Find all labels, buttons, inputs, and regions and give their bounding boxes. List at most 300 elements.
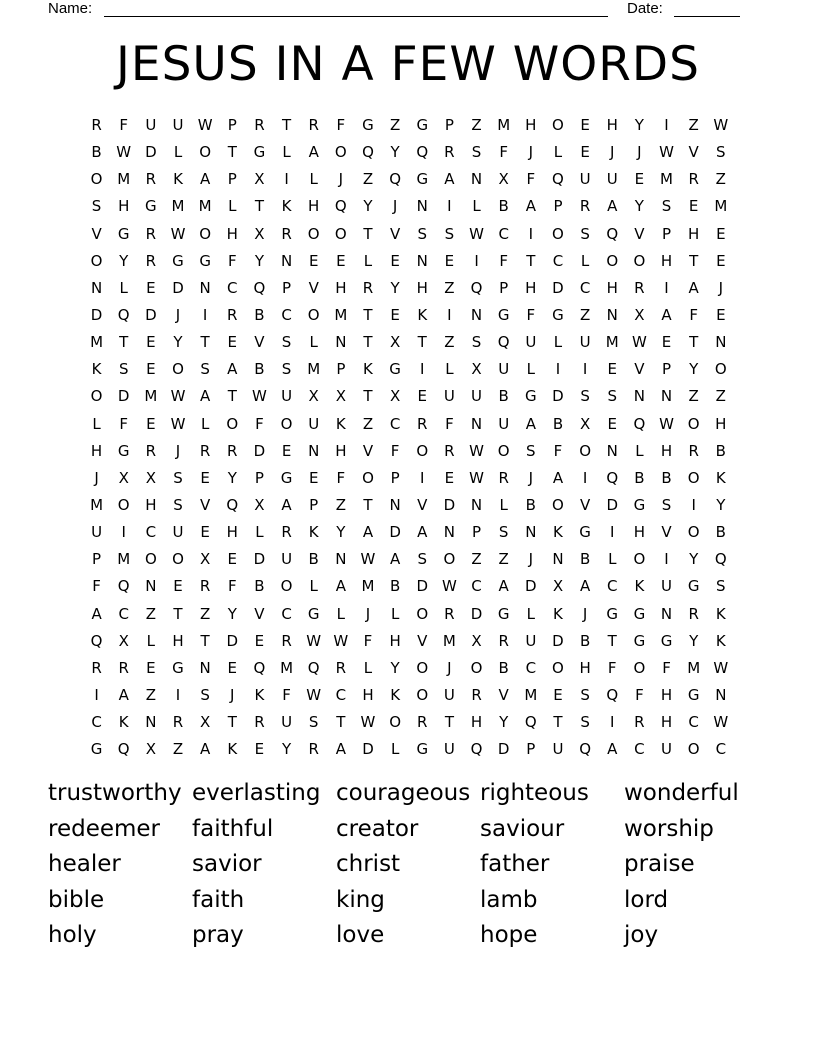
grid-cell[interactable]: Q: [524, 713, 537, 732]
grid-cell[interactable]: S: [580, 713, 590, 732]
grid-cell[interactable]: Q: [117, 740, 130, 759]
grid-cell[interactable]: D: [117, 387, 130, 406]
grid-cell[interactable]: R: [281, 631, 292, 650]
grid-cell[interactable]: D: [389, 523, 401, 542]
grid-cell[interactable]: Q: [253, 658, 266, 677]
grid-cell[interactable]: H: [470, 713, 483, 732]
grid-cell[interactable]: T: [119, 333, 129, 352]
grid-cell[interactable]: O: [280, 577, 293, 596]
grid-cell[interactable]: F: [499, 143, 508, 162]
grid-cell[interactable]: D: [145, 143, 157, 162]
grid-cell[interactable]: D: [443, 496, 456, 515]
grid-cell[interactable]: I: [691, 496, 696, 515]
grid-cell[interactable]: W: [197, 116, 213, 135]
grid-cell[interactable]: U: [498, 360, 510, 379]
grid-cell[interactable]: L: [635, 441, 644, 460]
grid-cell[interactable]: F: [119, 414, 129, 433]
grid-cell[interactable]: H: [715, 414, 727, 433]
grid-cell[interactable]: U: [661, 740, 673, 759]
grid-cell[interactable]: H: [525, 116, 537, 135]
grid-cell[interactable]: M: [307, 360, 321, 379]
grid-cell[interactable]: O: [552, 658, 564, 677]
grid-cell[interactable]: V: [634, 360, 645, 379]
grid-cell[interactable]: Y: [716, 496, 726, 515]
grid-cell[interactable]: A: [200, 170, 211, 189]
grid-cell[interactable]: A: [688, 278, 699, 297]
grid-cell[interactable]: V: [254, 604, 265, 623]
grid-cell[interactable]: Z: [444, 278, 455, 297]
grid-cell[interactable]: B: [389, 577, 401, 596]
grid-cell[interactable]: D: [416, 577, 429, 596]
grid-cell[interactable]: O: [226, 414, 239, 433]
grid-cell[interactable]: L: [390, 604, 400, 623]
grid-cell[interactable]: O: [416, 658, 429, 677]
grid-cell[interactable]: O: [334, 143, 347, 162]
grid-cell[interactable]: Q: [606, 686, 619, 705]
grid-cell[interactable]: A: [607, 197, 618, 216]
grid-cell[interactable]: X: [389, 387, 401, 406]
grid-cell[interactable]: R: [498, 468, 509, 487]
grid-cell[interactable]: W: [306, 631, 322, 650]
grid-cell[interactable]: A: [281, 496, 292, 515]
grid-cell[interactable]: N: [470, 414, 483, 433]
grid-cell[interactable]: X: [199, 713, 211, 732]
grid-cell[interactable]: N: [199, 658, 211, 677]
grid-cell[interactable]: L: [553, 333, 563, 352]
grid-cell[interactable]: G: [117, 224, 130, 243]
grid-cell[interactable]: R: [227, 441, 238, 460]
grid-cell[interactable]: L: [580, 251, 590, 270]
grid-cell[interactable]: S: [444, 224, 455, 243]
grid-cell[interactable]: T: [553, 713, 563, 732]
grid-cell[interactable]: M: [90, 496, 104, 515]
grid-cell[interactable]: F: [390, 441, 400, 460]
grid-cell[interactable]: R: [254, 116, 265, 135]
grid-cell[interactable]: H: [579, 658, 591, 677]
grid-cell[interactable]: U: [172, 523, 184, 542]
grid-cell[interactable]: H: [633, 523, 646, 542]
grid-cell[interactable]: O: [633, 658, 646, 677]
grid-cell[interactable]: J: [610, 143, 615, 162]
grid-cell[interactable]: C: [227, 278, 238, 297]
grid-cell[interactable]: X: [308, 387, 319, 406]
grid-cell[interactable]: O: [714, 360, 727, 379]
grid-cell[interactable]: V: [91, 224, 102, 243]
grid-cell[interactable]: H: [606, 278, 618, 297]
grid-cell[interactable]: R: [444, 143, 455, 162]
grid-cell[interactable]: Z: [362, 170, 374, 189]
grid-cell[interactable]: N: [145, 577, 157, 596]
date-field[interactable]: [674, 16, 740, 17]
grid-cell[interactable]: F: [92, 577, 101, 596]
grid-cell[interactable]: J: [582, 604, 588, 623]
grid-cell[interactable]: N: [145, 713, 157, 732]
grid-cell[interactable]: P: [336, 360, 346, 379]
grid-cell[interactable]: O: [90, 170, 103, 189]
grid-cell[interactable]: I: [202, 306, 208, 325]
grid-cell[interactable]: R: [471, 686, 482, 705]
grid-cell[interactable]: O: [579, 441, 591, 460]
grid-cell[interactable]: I: [447, 197, 452, 216]
grid-cell[interactable]: G: [525, 387, 537, 406]
grid-cell[interactable]: E: [444, 468, 455, 487]
grid-cell[interactable]: O: [552, 116, 564, 135]
grid-cell[interactable]: Y: [281, 740, 292, 759]
grid-cell[interactable]: E: [607, 360, 617, 379]
grid-cell[interactable]: H: [335, 278, 347, 297]
grid-cell[interactable]: P: [390, 468, 400, 487]
grid-cell[interactable]: J: [637, 143, 642, 162]
grid-cell[interactable]: S: [281, 360, 292, 379]
grid-cell[interactable]: Y: [173, 333, 183, 352]
grid-cell[interactable]: U: [498, 414, 510, 433]
grid-cell[interactable]: A: [118, 686, 129, 705]
grid-cell[interactable]: Z: [444, 333, 455, 352]
grid-cell[interactable]: S: [173, 496, 183, 515]
grid-cell[interactable]: K: [227, 740, 238, 759]
grid-cell[interactable]: G: [606, 604, 619, 623]
grid-cell[interactable]: J: [528, 143, 534, 162]
grid-cell[interactable]: U: [525, 631, 537, 650]
grid-cell[interactable]: R: [199, 441, 211, 460]
grid-cell[interactable]: Q: [497, 333, 510, 352]
grid-cell[interactable]: R: [362, 278, 374, 297]
grid-cell[interactable]: C: [552, 251, 564, 270]
grid-cell[interactable]: E: [227, 550, 238, 569]
grid-cell[interactable]: T: [417, 333, 427, 352]
grid-cell[interactable]: Z: [145, 604, 156, 623]
grid-cell[interactable]: S: [661, 197, 672, 216]
grid-cell[interactable]: K: [281, 197, 292, 216]
grid-cell[interactable]: X: [254, 170, 265, 189]
grid-cell[interactable]: N: [90, 278, 103, 297]
grid-cell[interactable]: J: [447, 658, 452, 677]
grid-cell[interactable]: G: [660, 631, 673, 650]
grid-cell[interactable]: G: [280, 468, 293, 487]
grid-cell[interactable]: F: [445, 414, 454, 433]
grid-cell[interactable]: F: [689, 306, 698, 325]
grid-cell[interactable]: D: [552, 387, 564, 406]
grid-cell[interactable]: Q: [633, 414, 646, 433]
grid-cell[interactable]: V: [254, 333, 265, 352]
grid-cell[interactable]: X: [471, 631, 482, 650]
grid-cell[interactable]: O: [90, 387, 103, 406]
grid-cell[interactable]: C: [389, 414, 401, 433]
grid-cell[interactable]: N: [470, 170, 483, 189]
grid-cell[interactable]: C: [634, 740, 645, 759]
grid-cell[interactable]: C: [335, 686, 347, 705]
grid-cell[interactable]: S: [716, 577, 726, 596]
grid-cell[interactable]: F: [662, 658, 671, 677]
grid-cell[interactable]: L: [119, 278, 128, 297]
grid-cell[interactable]: A: [389, 550, 401, 569]
grid-cell[interactable]: O: [144, 550, 157, 569]
grid-cell[interactable]: E: [716, 224, 726, 243]
grid-cell[interactable]: N: [715, 686, 727, 705]
grid-cell[interactable]: G: [416, 170, 429, 189]
grid-cell[interactable]: L: [526, 604, 535, 623]
grid-cell[interactable]: J: [365, 604, 371, 623]
grid-cell[interactable]: O: [416, 604, 429, 623]
grid-cell[interactable]: E: [146, 414, 156, 433]
grid-cell[interactable]: M: [687, 658, 701, 677]
grid-cell[interactable]: R: [634, 713, 645, 732]
grid-cell[interactable]: H: [660, 441, 673, 460]
grid-cell[interactable]: L: [200, 414, 210, 433]
grid-cell[interactable]: H: [90, 441, 103, 460]
grid-cell[interactable]: W: [469, 224, 484, 243]
grid-cell[interactable]: R: [254, 713, 265, 732]
grid-cell[interactable]: T: [363, 306, 373, 325]
grid-cell[interactable]: N: [389, 496, 401, 515]
grid-cell[interactable]: T: [336, 713, 346, 732]
grid-cell[interactable]: W: [251, 387, 267, 406]
grid-cell[interactable]: R: [688, 441, 699, 460]
grid-cell[interactable]: R: [281, 523, 292, 542]
grid-cell[interactable]: X: [552, 577, 564, 596]
grid-cell[interactable]: N: [715, 333, 727, 352]
grid-cell[interactable]: G: [172, 658, 184, 677]
grid-cell[interactable]: R: [579, 197, 591, 216]
grid-cell[interactable]: J: [338, 170, 344, 189]
grid-cell[interactable]: E: [716, 306, 726, 325]
grid-cell[interactable]: U: [145, 116, 157, 135]
grid-cell[interactable]: W: [170, 414, 186, 433]
grid-cell[interactable]: O: [687, 414, 700, 433]
grid-cell[interactable]: L: [363, 658, 373, 677]
grid-cell[interactable]: D: [226, 631, 239, 650]
grid-cell[interactable]: S: [580, 686, 590, 705]
grid-cell[interactable]: T: [363, 224, 373, 243]
grid-cell[interactable]: L: [92, 414, 101, 433]
grid-cell[interactable]: O: [334, 224, 347, 243]
grid-cell[interactable]: T: [444, 713, 454, 732]
grid-cell[interactable]: X: [199, 550, 211, 569]
grid-cell[interactable]: U: [552, 740, 564, 759]
grid-cell[interactable]: U: [579, 170, 591, 189]
grid-cell[interactable]: B: [254, 360, 265, 379]
grid-cell[interactable]: X: [335, 387, 346, 406]
grid-cell[interactable]: G: [117, 441, 130, 460]
grid-cell[interactable]: I: [664, 116, 669, 135]
grid-cell[interactable]: Q: [389, 170, 402, 189]
grid-cell[interactable]: R: [199, 577, 211, 596]
grid-cell[interactable]: A: [362, 523, 374, 542]
grid-cell[interactable]: U: [443, 686, 455, 705]
grid-cell[interactable]: H: [145, 496, 157, 515]
grid-cell[interactable]: H: [172, 631, 184, 650]
name-field[interactable]: [104, 16, 608, 17]
grid-cell[interactable]: J: [528, 550, 534, 569]
grid-cell[interactable]: I: [582, 360, 588, 379]
grid-cell[interactable]: E: [227, 658, 238, 677]
grid-cell[interactable]: L: [146, 631, 156, 650]
grid-cell[interactable]: A: [200, 740, 211, 759]
grid-cell[interactable]: V: [308, 278, 319, 297]
grid-cell[interactable]: C: [91, 713, 102, 732]
grid-cell[interactable]: L: [499, 496, 508, 515]
grid-cell[interactable]: R: [444, 441, 455, 460]
grid-cell[interactable]: N: [660, 387, 673, 406]
grid-cell[interactable]: Q: [334, 197, 347, 216]
grid-cell[interactable]: R: [444, 604, 455, 623]
grid-cell[interactable]: U: [579, 333, 591, 352]
grid-cell[interactable]: M: [117, 550, 131, 569]
grid-cell[interactable]: E: [634, 170, 645, 189]
grid-cell[interactable]: Q: [470, 740, 483, 759]
grid-cell[interactable]: E: [254, 740, 265, 759]
grid-cell[interactable]: N: [470, 496, 483, 515]
grid-cell[interactable]: C: [118, 604, 129, 623]
grid-cell[interactable]: I: [610, 713, 615, 732]
grid-cell[interactable]: U: [471, 387, 483, 406]
grid-cell[interactable]: Y: [634, 116, 644, 135]
grid-cell[interactable]: L: [472, 197, 481, 216]
grid-cell[interactable]: I: [94, 686, 99, 705]
grid-cell[interactable]: G: [579, 523, 591, 542]
grid-cell[interactable]: O: [362, 468, 374, 487]
grid-cell[interactable]: R: [498, 631, 509, 650]
grid-cell[interactable]: E: [254, 631, 265, 650]
grid-cell[interactable]: P: [499, 278, 509, 297]
grid-cell[interactable]: L: [336, 604, 346, 623]
grid-cell[interactable]: F: [227, 577, 237, 596]
grid-cell[interactable]: I: [664, 550, 669, 569]
grid-cell[interactable]: F: [227, 251, 237, 270]
grid-cell[interactable]: E: [580, 143, 590, 162]
grid-cell[interactable]: H: [416, 278, 428, 297]
grid-cell[interactable]: K: [390, 686, 401, 705]
grid-cell[interactable]: L: [309, 170, 318, 189]
grid-cell[interactable]: E: [146, 333, 156, 352]
grid-cell[interactable]: O: [552, 224, 564, 243]
grid-cell[interactable]: W: [469, 468, 484, 487]
grid-cell[interactable]: V: [200, 496, 211, 515]
grid-cell[interactable]: E: [580, 116, 590, 135]
grid-cell[interactable]: U: [443, 740, 455, 759]
grid-cell[interactable]: L: [526, 360, 535, 379]
grid-cell[interactable]: P: [227, 116, 237, 135]
grid-cell[interactable]: P: [526, 740, 536, 759]
grid-cell[interactable]: Y: [227, 468, 237, 487]
grid-cell[interactable]: S: [526, 441, 536, 460]
grid-cell[interactable]: H: [525, 278, 537, 297]
grid-cell[interactable]: F: [526, 170, 536, 189]
grid-cell[interactable]: W: [360, 713, 376, 732]
grid-cell[interactable]: A: [200, 387, 211, 406]
grid-cell[interactable]: W: [713, 116, 729, 135]
grid-cell[interactable]: G: [633, 631, 646, 650]
grid-cell[interactable]: M: [497, 116, 511, 135]
grid-cell[interactable]: R: [91, 116, 102, 135]
grid-cell[interactable]: B: [498, 387, 509, 406]
grid-cell[interactable]: S: [417, 550, 428, 569]
grid-cell[interactable]: C: [525, 658, 537, 677]
grid-cell[interactable]: C: [715, 740, 727, 759]
grid-cell[interactable]: O: [470, 658, 483, 677]
grid-cell[interactable]: E: [553, 686, 563, 705]
grid-cell[interactable]: A: [227, 360, 238, 379]
grid-cell[interactable]: C: [498, 224, 509, 243]
grid-cell[interactable]: A: [525, 197, 536, 216]
grid-cell[interactable]: H: [660, 686, 673, 705]
grid-cell[interactable]: B: [552, 414, 564, 433]
grid-cell[interactable]: O: [552, 496, 564, 515]
grid-cell[interactable]: O: [307, 224, 320, 243]
grid-cell[interactable]: F: [499, 251, 508, 270]
grid-cell[interactable]: H: [362, 686, 374, 705]
grid-cell[interactable]: J: [230, 686, 235, 705]
grid-cell[interactable]: N: [606, 306, 618, 325]
grid-cell[interactable]: B: [634, 468, 645, 487]
grid-cell[interactable]: R: [227, 306, 238, 325]
grid-cell[interactable]: V: [688, 143, 699, 162]
grid-cell[interactable]: Z: [471, 550, 482, 569]
grid-cell[interactable]: G: [633, 496, 646, 515]
grid-cell[interactable]: Y: [390, 658, 400, 677]
grid-cell[interactable]: D: [552, 278, 564, 297]
grid-cell[interactable]: D: [606, 496, 619, 515]
grid-cell[interactable]: D: [172, 278, 184, 297]
grid-cell[interactable]: Y: [119, 251, 129, 270]
grid-cell[interactable]: U: [172, 116, 184, 135]
grid-cell[interactable]: F: [255, 414, 264, 433]
grid-cell[interactable]: U: [606, 170, 618, 189]
grid-cell[interactable]: I: [555, 360, 561, 379]
grid-cell[interactable]: L: [309, 333, 318, 352]
grid-cell[interactable]: B: [661, 468, 672, 487]
grid-cell[interactable]: O: [199, 143, 212, 162]
grid-cell[interactable]: U: [443, 387, 455, 406]
grid-cell[interactable]: Y: [390, 143, 400, 162]
grid-cell[interactable]: Q: [714, 550, 727, 569]
grid-cell[interactable]: R: [145, 224, 157, 243]
grid-cell[interactable]: W: [170, 224, 186, 243]
grid-cell[interactable]: T: [607, 631, 617, 650]
grid-cell[interactable]: E: [336, 251, 346, 270]
grid-cell[interactable]: R: [308, 740, 319, 759]
grid-cell[interactable]: V: [362, 441, 374, 460]
grid-cell[interactable]: E: [444, 251, 455, 270]
grid-cell[interactable]: Z: [688, 116, 699, 135]
grid-cell[interactable]: C: [688, 713, 699, 732]
grid-cell[interactable]: N: [660, 604, 673, 623]
grid-cell[interactable]: V: [661, 523, 672, 542]
grid-cell[interactable]: N: [280, 251, 293, 270]
grid-cell[interactable]: J: [175, 306, 181, 325]
grid-cell[interactable]: U: [281, 387, 293, 406]
grid-cell[interactable]: Z: [471, 116, 482, 135]
grid-cell[interactable]: G: [687, 686, 700, 705]
grid-cell[interactable]: W: [306, 686, 322, 705]
grid-cell[interactable]: I: [582, 468, 588, 487]
grid-cell[interactable]: H: [389, 631, 401, 650]
grid-cell[interactable]: E: [417, 387, 427, 406]
grid-cell[interactable]: B: [715, 441, 726, 460]
grid-cell[interactable]: F: [336, 116, 346, 135]
grid-cell[interactable]: A: [552, 468, 564, 487]
grid-cell[interactable]: N: [606, 441, 618, 460]
grid-cell[interactable]: H: [308, 197, 320, 216]
grid-cell[interactable]: C: [579, 278, 591, 297]
grid-cell[interactable]: H: [688, 224, 700, 243]
grid-cell[interactable]: B: [91, 143, 102, 162]
grid-cell[interactable]: D: [145, 306, 157, 325]
grid-cell[interactable]: Y: [227, 604, 237, 623]
grid-cell[interactable]: F: [282, 686, 291, 705]
grid-cell[interactable]: Y: [634, 197, 644, 216]
grid-cell[interactable]: G: [253, 143, 266, 162]
